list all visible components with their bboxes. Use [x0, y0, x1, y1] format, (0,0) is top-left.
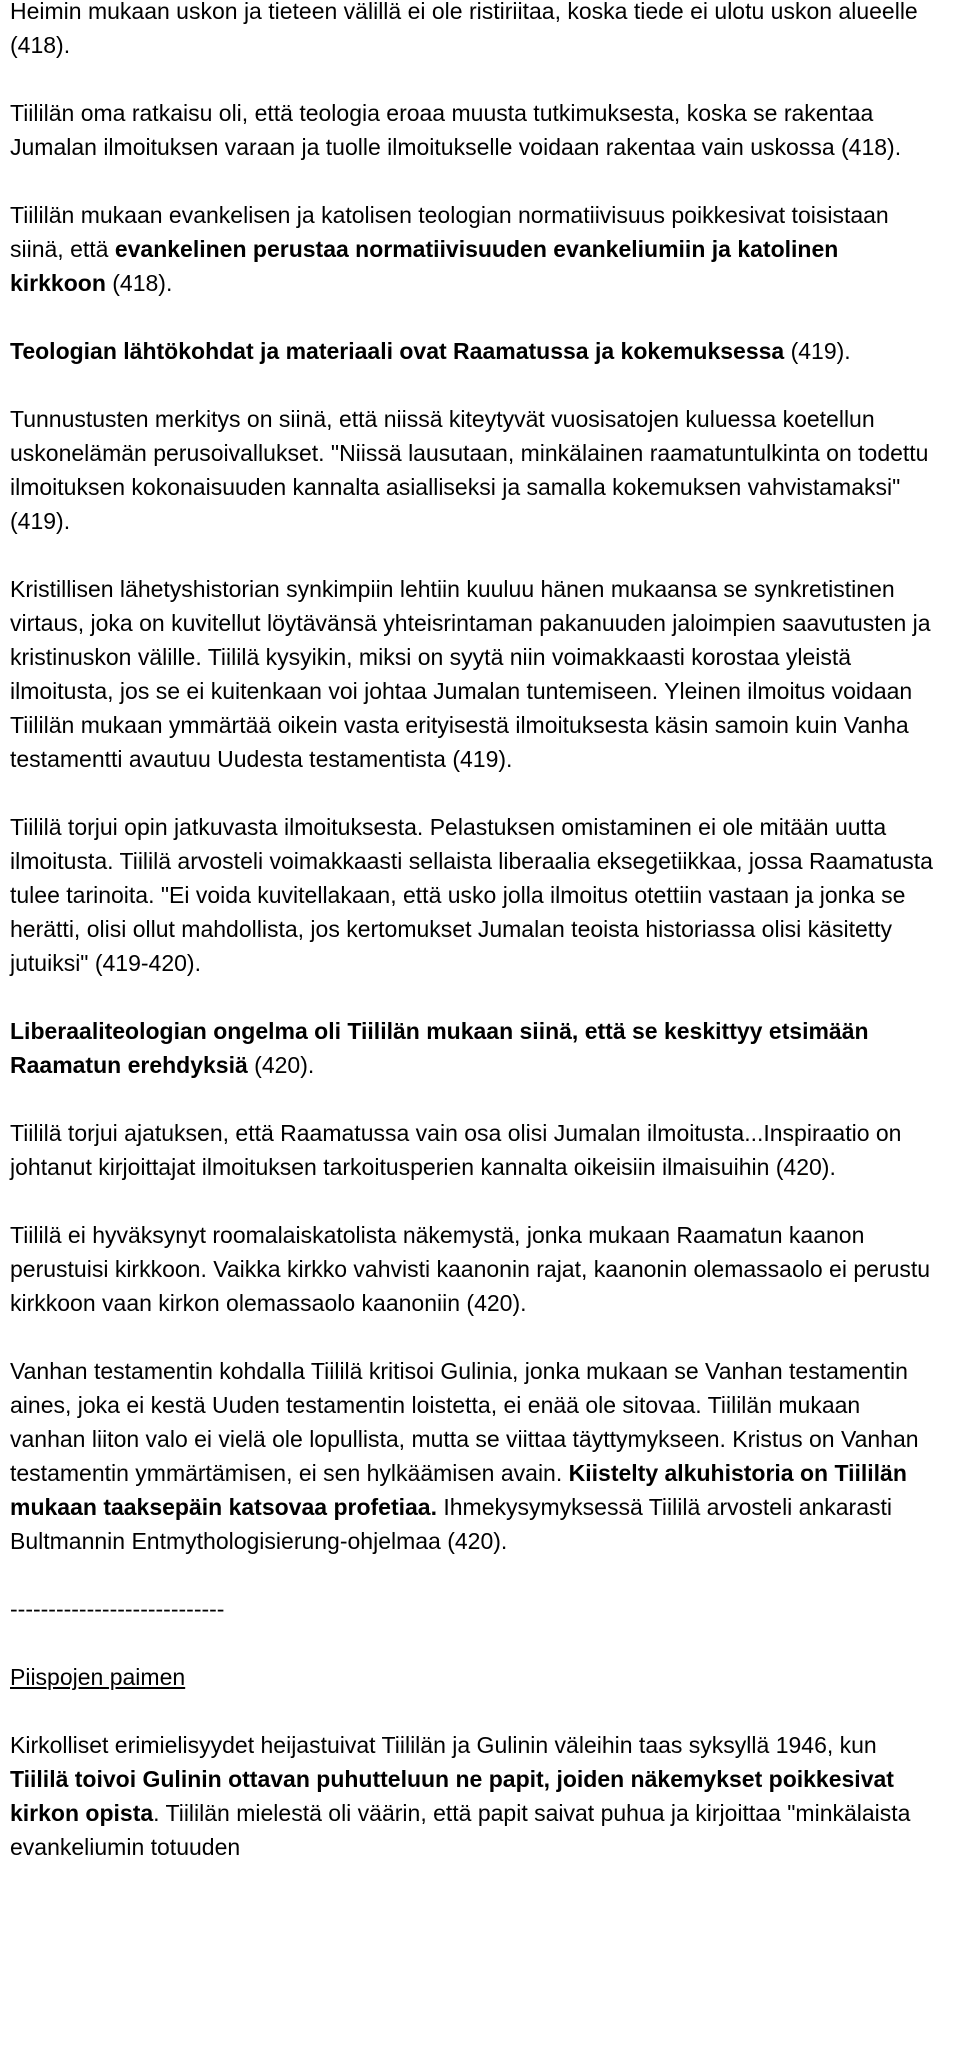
paragraph-normativity — [10, 198, 940, 300]
paragraph-canon — [10, 1218, 940, 1320]
paragraph-confessions — [10, 402, 940, 538]
paragraph-citation: (418). — [105, 270, 173, 296]
paragraph-text: Kristillisen lähetyshistorian synkimpiin lehtiin kuuluu hänen mukaansa se synkretistinen virtaus, joka on kuvitellut löytävänsä yhteisrintaman pakanuuden jaloimpien saavutusten ja kristinuskon välille. Tiililä kysyikin, miksi on syytä niin voimakkaasti korostaa yleistä ilmoitusta, jos se ei kuitenkaan voi johtaa Jumalan tuntemiseen. Yleinen ilmoitus voidaan Tiililän mukaan ymmärtää oikein vasta erityisestä ilmoituksesta käsin samoin kuin Vanha testamentti avautuu Uudesta testamentista (419). — [10, 576, 931, 772]
paragraph-citation: (419). — [784, 338, 851, 364]
paragraph-emphasis: Tiililä toivoi Gulinin ottavan puhutteluun ne papit, joiden näkemykset poikkesivat kirkon opista — [10, 1766, 894, 1826]
section-separator — [10, 1592, 940, 1626]
paragraph-emphasis: Kiistelty alkuhistoria on Tiililän mukaan taaksepäin katsovaa profetiaa. — [10, 1460, 907, 1520]
paragraph-text: Kirkolliset erimielisyydet heijastuivat Tiililän ja Gulinin väleihin taas syksyllä 1946, kun — [10, 1732, 877, 1758]
paragraph-continuous-revelation — [10, 810, 940, 980]
paragraph-theology-sources — [10, 334, 940, 368]
paragraph-mission-history — [10, 572, 940, 776]
paragraph-text: Tiililä ei hyväksynyt roomalaiskatolista näkemystä, jonka mukaan Raamatun kaanon perustuisi kirkkoon. Vaikka kirkko vahvisti kaanonin rajat, kaanonin olemassaolo ei perustu kirkkoon vaan kirkon olemassaolo kaanoniin (420). — [10, 1222, 931, 1316]
paragraph-text: Tiililä torjui ajatuksen, että Raamatussa vain osa olisi Jumalan ilmoitusta...Inspiraatio on johtanut kirjoittajat ilmoituksen tarkoitusperien kannalta oikeisiin ilmaisuihin (420). — [10, 1120, 902, 1180]
paragraph-church-disagreements — [10, 1728, 940, 1864]
paragraph-emphasis: evankelinen perustaa normatiivisuuden evankeliumiin ja katolinen kirkkoon — [10, 236, 839, 296]
paragraph-text: Tiililän mukaan evankelisen ja katolisen teologian normatiivisuus poikkesivat toisistaan siinä, että — [10, 202, 889, 262]
paragraph-text: Heimin mukaan uskon ja tieteen välillä ei ole ristiriitaa, koska tiede ei ulotu uskon alueelle (418). — [10, 0, 918, 58]
paragraph-text: Tunnustusten merkitys on siinä, että niissä kiteytyvät vuosisatojen kuluessa koetellun uskonelämän perusoivallukset. "Niissä lausutaan, minkälainen raamatuntulkinta on todettu ilmoituksen kokonaisuuden kannalta asialliseksi ja samalla kokemuksen vahvistamaksi" (419). — [10, 406, 929, 534]
paragraph-heim-faith-science — [10, 0, 940, 62]
paragraph-text: Ihmekysymyksessä Tiililä arvosteli ankarasti Bultmannin Entmythologisierung-ohjelmaa (420). — [10, 1494, 893, 1554]
paragraph-text: Vanhan testamentin kohdalla Tiililä kritisoi Gulinia, jonka mukaan se Vanhan testamentin aines, joka ei kestä Uuden testamentin loistetta, ei enää ole sitovaa. Tiililän mukaan vanhan liiton valo ei vielä ole lopullista, mutta se viittaa täyttymykseen. Kristus on Vanhan testamentin ymmärtämisen, ei sen hylkäämisen avain. — [10, 1358, 919, 1486]
section-heading — [10, 1660, 940, 1694]
paragraph-liberal-theology — [10, 1014, 940, 1082]
paragraph-tiilila-solution — [10, 96, 940, 164]
paragraph-old-testament — [10, 1354, 940, 1558]
paragraph-text: Tiililän oma ratkaisu oli, että teologia eroaa muusta tutkimuksesta, koska se rakentaa Jumalan ilmoituksen varaan ja tuolle ilmoitukselle voidaan rakentaa vain uskossa (418). — [10, 100, 902, 160]
paragraph-emphasis: Liberaaliteologian ongelma oli Tiililän mukaan siinä, että se keskittyy etsimään Raamatun erehdyksiä — [10, 1018, 869, 1078]
section-title-link[interactable]: Piispojen paimen — [10, 1664, 186, 1690]
separator-text: ---------------------------- — [10, 1596, 225, 1622]
paragraph-text: . Tiililän mielestä oli väärin, että papit saivat puhua ja kirjoittaa "minkälaista evankeliumin totuuden — [10, 1800, 911, 1860]
paragraph-emphasis: Teologian lähtökohdat ja materiaali ovat Raamatussa ja kokemuksessa — [10, 338, 785, 364]
paragraph-citation: (420). — [247, 1052, 315, 1078]
document-body — [10, 0, 940, 1898]
paragraph-text: Tiililä torjui opin jatkuvasta ilmoituksesta. Pelastuksen omistaminen ei ole mitään uutta ilmoitusta. Tiililä arvosteli voimakkaasti sellaista liberaalia eksegetiikkaa, jossa Raamatusta tulee tarinoita. "Ei voida kuvitellakaan, että usko jolla ilmoitus otettiin vastaan ja jonka se herätti, olisi ollut mahdollista, jos kertomukset Jumalan teoista historiassa olisi käsitetty jutuiksi" (419-420). — [10, 814, 933, 976]
paragraph-inspiration — [10, 1116, 940, 1184]
